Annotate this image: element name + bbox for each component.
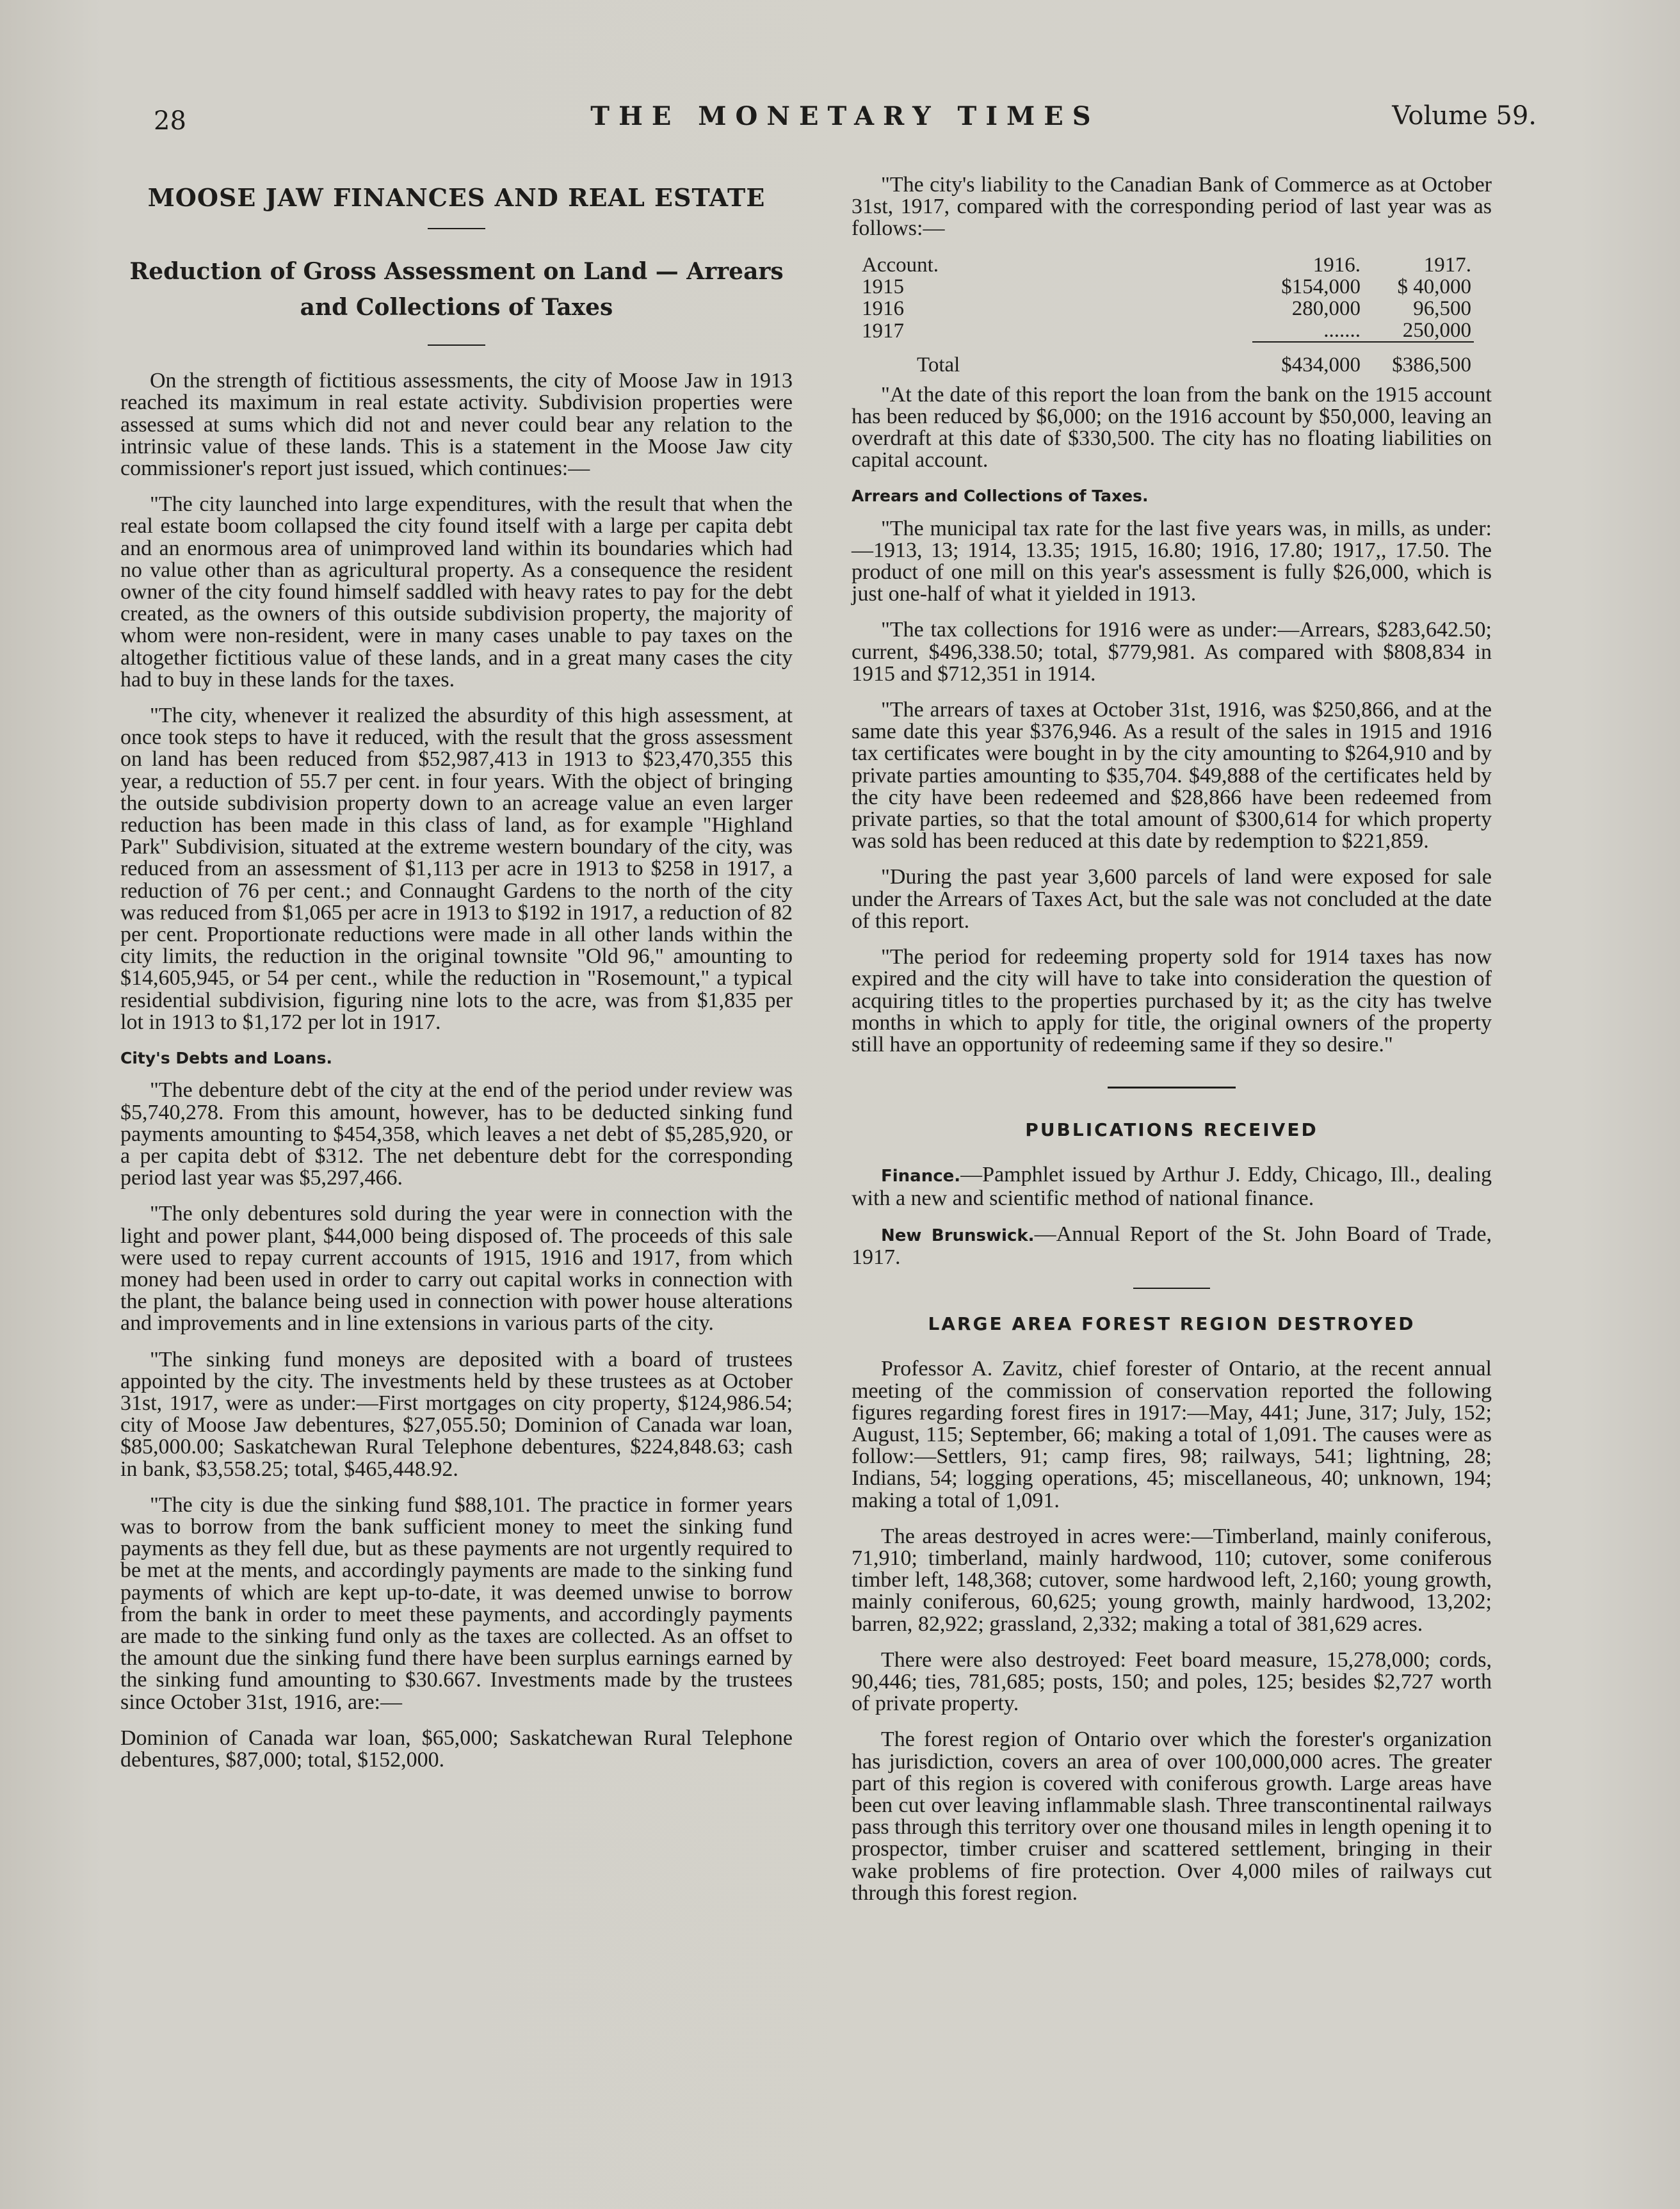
paragraph: "The sinking fund moneys are deposited with a board of trustees appointed by the city. The investments held by these trustees as at October 31st, 1917, were as under:—First mortgages on city property, $124,986.54; city of Moose Jaw debentures, $27,055.50; Dominion of Canada war loan, $85,000.00; Saskatchewan Rural Telephone debentures, $224,848.63; cash in bank, $3,558.25; total, $465,448.92. (120, 1347, 793, 1481)
divider (428, 228, 485, 229)
publications-heading: PUBLICATIONS RECEIVED (1025, 1119, 1318, 1141)
article-title: MOOSE JAW FINANCES AND REAL ESTATE (147, 183, 766, 212)
section-heading-arrears: Arrears and Collections of Taxes. (852, 487, 1149, 506)
paragraph: "The debenture debt of the city at the end of the period under review was $5,740,278. From this amount, however, has to be deducted sinking fund payments amounting to $454,358, which leaves a net debt of $5,285,920, or a per capita debt of $312. The net debenture debt for the corresponding period last year was $5,297,466. (120, 1078, 793, 1190)
table-header-cell: 1916. (1312, 253, 1361, 277)
paragraph: "During the past year 3,600 parcels of land were exposed for sale under the Arrears of Taxes Act, but the sale was not concluded at the date of this report. (852, 865, 1492, 933)
table-total-row (859, 342, 1474, 376)
left-column (120, 174, 793, 1785)
paragraph: "The city launched into large expenditures, with the result that when the real estate boom collapsed the city found itself with a large per capita debt and an enormous area of unimproved land within its boundaries which had no value other than as agricultural property. As a consequence the resident owner of the city found himself saddled with heavy rates to pay for the debt created, as the owners of this outside subdivision property, the majority of whom were non-resident, were in many cases unable to pay taxes on the altogether fictitious value of these lands, and in a great many cases the city had to buy in these lands for the taxes. (120, 492, 793, 692)
table-row (859, 298, 1474, 320)
paragraph: The forest region of Ontario over which the forester's organization has jurisdiction, covers an area of over 100,000,000 acres. The greater part of this region is covered with coniferous growth. Large areas have been cut over leaving inflammable slash. Three transcontinental railways pass through this territory over one thousand miles in length opening it to prospector, timber cruiser and scattered settlement, bringing in their wake problems of fire protection. Over 4,000 miles of railways cut through this forest region. (852, 1728, 1492, 1905)
publication-lead: New Brunswick. (881, 1226, 1035, 1245)
divider (1108, 1087, 1236, 1088)
publication-item (852, 1224, 1492, 1268)
paragraph: On the strength of fictitious assessments, the city of Moose Jaw in 1913 reached its maximum in real estate activity. Subdivision properties were assessed at sums which did not and never could bear any relation to the intrinsic value of these lands. This is a statement in the Moose Jaw city commissioner's report just issued, which continues:— (120, 369, 793, 481)
table-cell: 1915 (862, 275, 904, 298)
running-header (154, 101, 1537, 140)
paragraph: "At the date of this report the loan from the bank on the 1915 account has been reduced by $6,000; on the 1916 account by $50,000, leaving an overdraft at this date of $330,500. The city has no floating liabilities on capital account. (852, 382, 1492, 473)
publication-item (852, 1164, 1492, 1209)
paragraph: Dominion of Canada war loan, $65,000; Saskatchewan Rural Telephone debentures, $87,000; total, $152,000. (120, 1726, 793, 1772)
table-row (859, 320, 1474, 342)
publication-lead: Finance. (881, 1167, 961, 1186)
section-heading-debts: City's Debts and Loans. (120, 1049, 332, 1068)
publication-text: —Pamphlet issued by Arthur J. Eddy, Chicago, Ill., dealing with a new and scientific method of national finance. (852, 1163, 1492, 1210)
table-cell: $434,000 (1252, 342, 1363, 376)
table-cell: $ 40,000 (1397, 275, 1471, 298)
table-cell: Total (917, 353, 960, 376)
volume-label: Volume 59. (1392, 101, 1537, 131)
paragraph: "The tax collections for 1916 were as under:—Arrears, $283,642.50; current, $496,338.50; total, $779,981. As compared with $808,834 in 1915 and $712,351 in 1914. (852, 618, 1492, 686)
page-number: 28 (154, 106, 186, 136)
table-cell: 250,000 (1402, 319, 1471, 343)
table-cell: $154,000 (1281, 275, 1361, 298)
paragraph: Professor A. Zavitz, chief forester of Ontario, at the recent annual meeting of the commission of conservation reported the following figures regarding forest fires in 1917:—May, 441; June, 317; July, 152; August, 115; September, 66; making a total of 1,091. The causes were as follow:—Settlers, 91; camp fires, 98; railways, 541; lightning, 28; Indians, 54; logging operations, 45; miscellaneous, 40; unknown, 194; making a total of 1,091. (852, 1357, 1492, 1512)
paragraph: The areas destroyed in acres were:—Timberland, mainly coniferous, 71,910; timberland, mainly hardwood, 110; cutover, some coniferous timber left, 148,368; cutover, some hardwood left, 2,160; young growth, mainly coniferous, 60,625; young growth, mainly hardwood, 13,202; barren, 82,922; grassland, 2,332; making a total of 381,629 acres. (852, 1524, 1492, 1636)
liability-table (859, 254, 1474, 376)
article-subtitle: Reduction of Gross Assessment on Land — Arrears and Collections of Taxes (129, 258, 784, 321)
publication-text: —Annual Report of the St. John Board of Trade, 1917. (852, 1222, 1492, 1269)
divider (428, 344, 485, 346)
table-cell: 1916 (862, 297, 904, 321)
table-cell: $386,500 (1363, 342, 1474, 376)
table-cell: ....... (1323, 319, 1361, 343)
paragraph: "The only debentures sold during the year were in connection with the light and power plant, $44,000 being disposed of. The proceeds of this sale were used to repay current accounts of 1915, 1916 and 1917, from which money had been used in order to carry out capital works in connection with the plant, the balance being used in connection with power house alterations and improvements and in line extensions in various parts of the city. (120, 1202, 793, 1336)
paragraph: "The city, whenever it realized the absurdity of this high assessment, at once took steps to have it reduced, with the result that the gross assessment on land has been reduced from $52,987,413 in 1913 to $23,470,355 this year, a reduction of 55.7 per cent. in four years. With the object of bringing the outside subdivision property down to an acreage value an even larger reduction has been made in this class of land, as for example "Highland Park" Subdivision, situated at the extreme western boundary of the city, was reduced from an assessment of $1,113 per acre in 1913 to $258 in 1917, a reduction of 76 per cent.; and Connaught Gardens to the north of the city was reduced from $1,065 per acre in 1913 to $192 in 1917, a reduction of 82 per cent. Proportionate reductions were made in all other lands within the city limits, the reduction in the original townsite "Old 96," amounting to $14,605,945, or 54 per cent., while the reduction in "Rosemount," a typical residential subdivision, figuring nine lots to the acre, was from $1,835 per lot in 1913 to $1,172 per lot in 1917. (120, 704, 793, 1034)
table-cell: 1917 (862, 319, 904, 343)
table-cell: 280,000 (1291, 297, 1361, 321)
table-header-cell: Account. (862, 253, 939, 277)
table-cell: 96,500 (1413, 297, 1471, 321)
table-header-row (859, 254, 1474, 276)
divider (1133, 1288, 1210, 1289)
forest-heading: LARGE AREA FOREST REGION DESTROYED (928, 1313, 1416, 1335)
table-header-cell: 1917. (1423, 253, 1471, 277)
table-row (859, 276, 1474, 298)
paragraph: "The period for redeeming property sold for 1914 taxes has now expired and the city will have to take into consideration the question of acquiring titles to the properties purchased by it; as the city has twelve months in which to apply for title, the original owners of the property still have an opportunity of redeeming same if they so desire." (852, 945, 1492, 1056)
masthead: THE MONETARY TIMES (590, 101, 1100, 131)
paragraph: "The municipal tax rate for the last five years was, in mills, as under:—1913, 13; 1914, 13.35; 1915, 16.80; 1916, 17.80; 1917,, 17.50. The product of one mill on this year's assessment is fully $26,000, which is just one-half of what it yielded in 1913. (852, 516, 1492, 606)
right-column (852, 174, 1492, 1918)
paragraph: "The city is due the sinking fund $88,101. The practice in former years was to borrow from the bank sufficient money to meet the sinking fund payments as they fell due, but as these payments are not urgently required to be met at the ments, and accordingly payments are made to the sinking fund payments of which are kept up-to-date, it was deemed unwise to borrow from the bank in order to meet these payments, and accordingly payments are made to the sinking fund only as the taxes are collected. As an offset to the amount due the sinking fund there have been surplus earnings earned by the sinking fund amounting to $30.667. Investments made by the trustees since October 31st, 1916, are:— (120, 1493, 793, 1714)
paragraph: "The city's liability to the Canadian Bank of Commerce as at October 31st, 1917, compared with the corresponding period of last year was as follows:— (852, 173, 1492, 241)
paragraph: There were also destroyed: Feet board measure, 15,278,000; cords, 90,446; ties, 781,685; posts, 150; and poles, 125; besides $2,727 worth of private property. (852, 1647, 1492, 1716)
paragraph: "The arrears of taxes at October 31st, 1916, was $250,866, and at the same date this year $376,946. As a result of the sales in 1915 and 1916 tax certificates were bought in by the city amounting to $264,910 and by private parties amounting to $35,704. $49,888 of the certificates held by the city have been redeemed and $28,866 have been redeemed from private parties, so that the total amount of $300,614 for which property was sold has been reduced at this date by redemption to $221,859. (852, 698, 1492, 854)
